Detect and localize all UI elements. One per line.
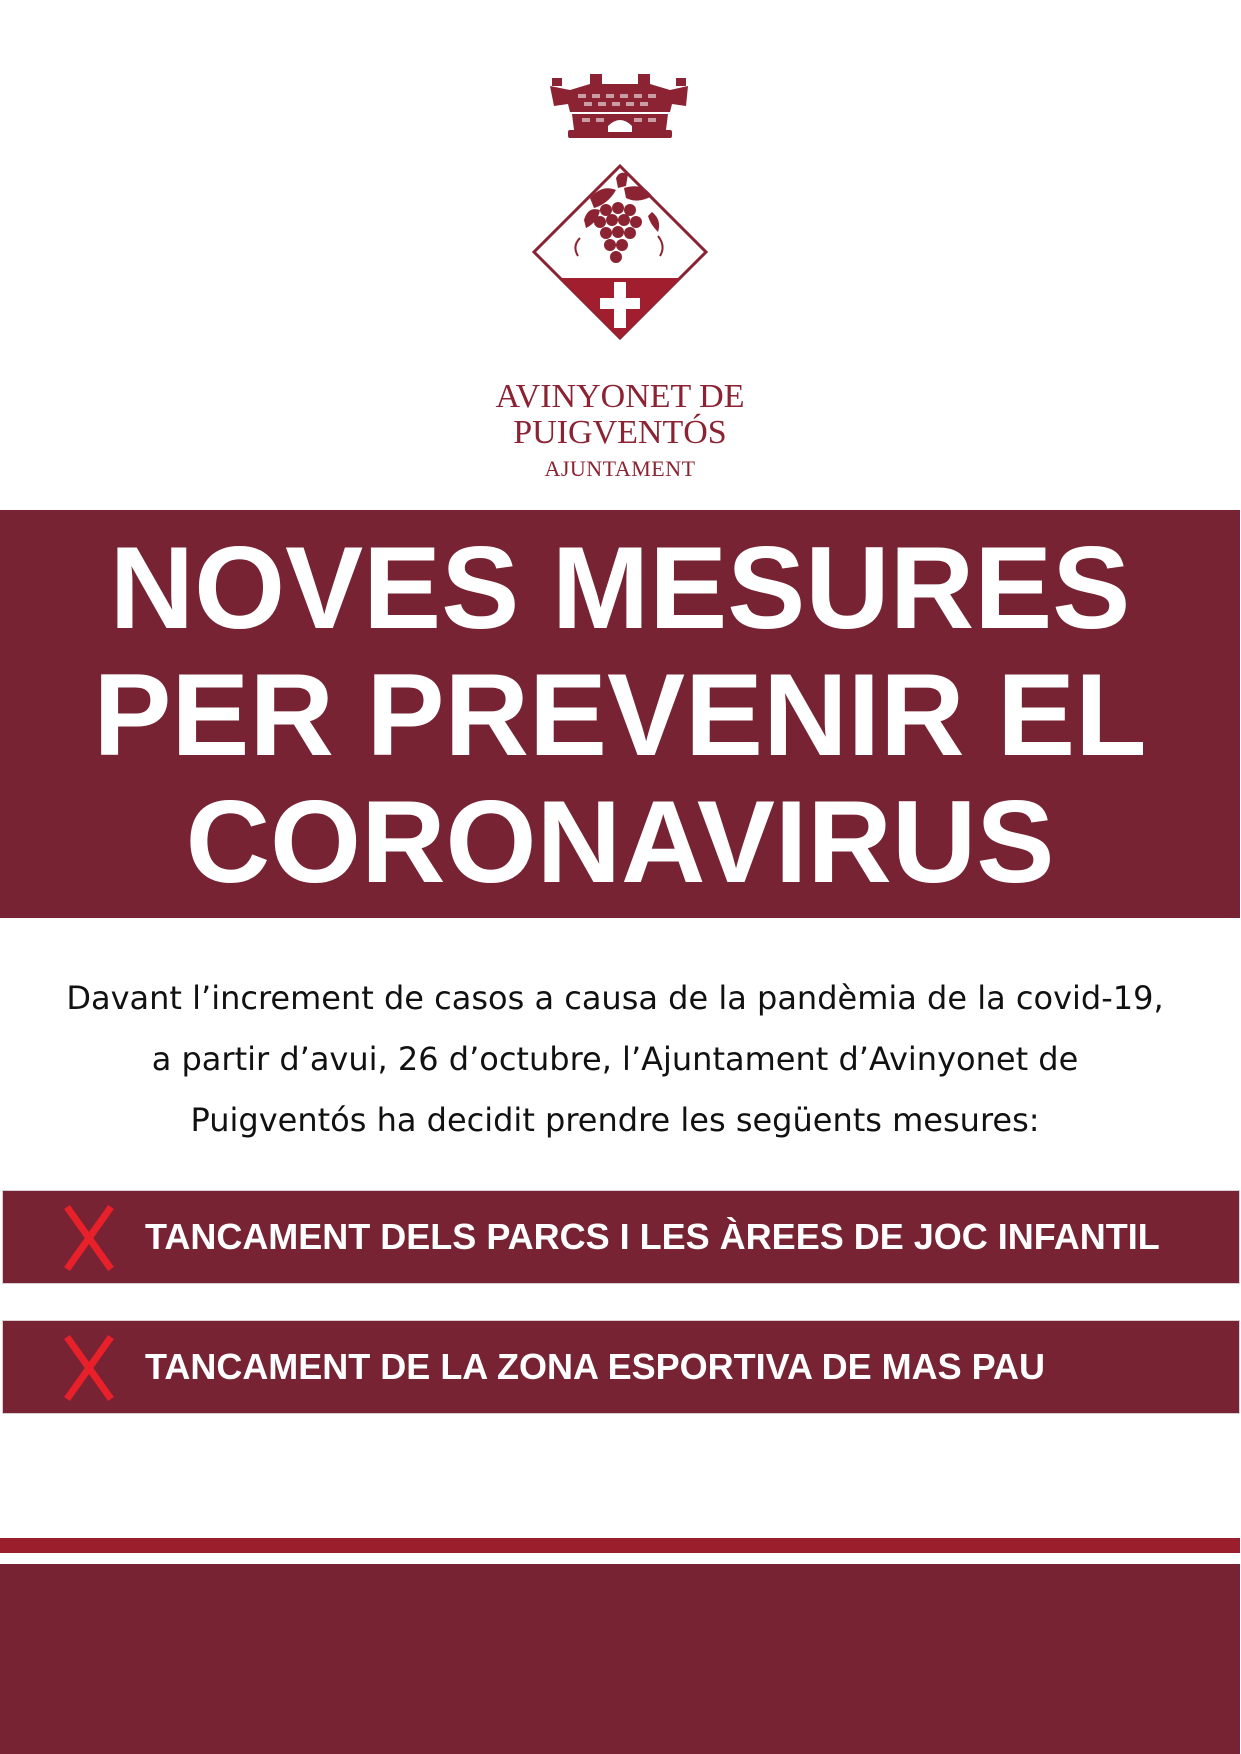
headline-line2: PER PREVENIR EL bbox=[93, 648, 1147, 780]
org-name-line2: PUIGVENTÓS bbox=[513, 414, 727, 451]
measure-label: TANCAMENT DELS PARCS I LES ÀREES DE JOC INFANTIL bbox=[145, 1216, 1160, 1257]
x-icon bbox=[63, 1333, 115, 1403]
divider-stripe bbox=[0, 1538, 1240, 1553]
x-icon bbox=[63, 1203, 115, 1273]
headline-line1: NOVES MESURES bbox=[109, 521, 1131, 653]
org-name-line1: AVINYONET DE bbox=[495, 378, 745, 415]
coat-of-arms-icon bbox=[520, 70, 720, 370]
org-subtitle: AJUNTAMENT bbox=[544, 456, 696, 481]
intro-paragraph: Davant l’increment de casos a causa de la pandèmia de la covid-19, a partir d’avui, 26 d’octubre, l’Ajuntament d’Avinyonet de Puigventós ha decidit prendre les següents mesures: bbox=[66, 979, 1164, 1139]
headline-banner bbox=[0, 510, 1240, 918]
measure-item bbox=[2, 1320, 1240, 1414]
measure-label: TANCAMENT DE LA ZONA ESPORTIVA DE MAS PAU bbox=[145, 1346, 1045, 1387]
headline-line3: CORONAVIRUS bbox=[185, 775, 1055, 907]
measure-item bbox=[2, 1190, 1240, 1284]
coat-of-arms-logo bbox=[520, 70, 720, 370]
footer-band bbox=[0, 1564, 1240, 1754]
